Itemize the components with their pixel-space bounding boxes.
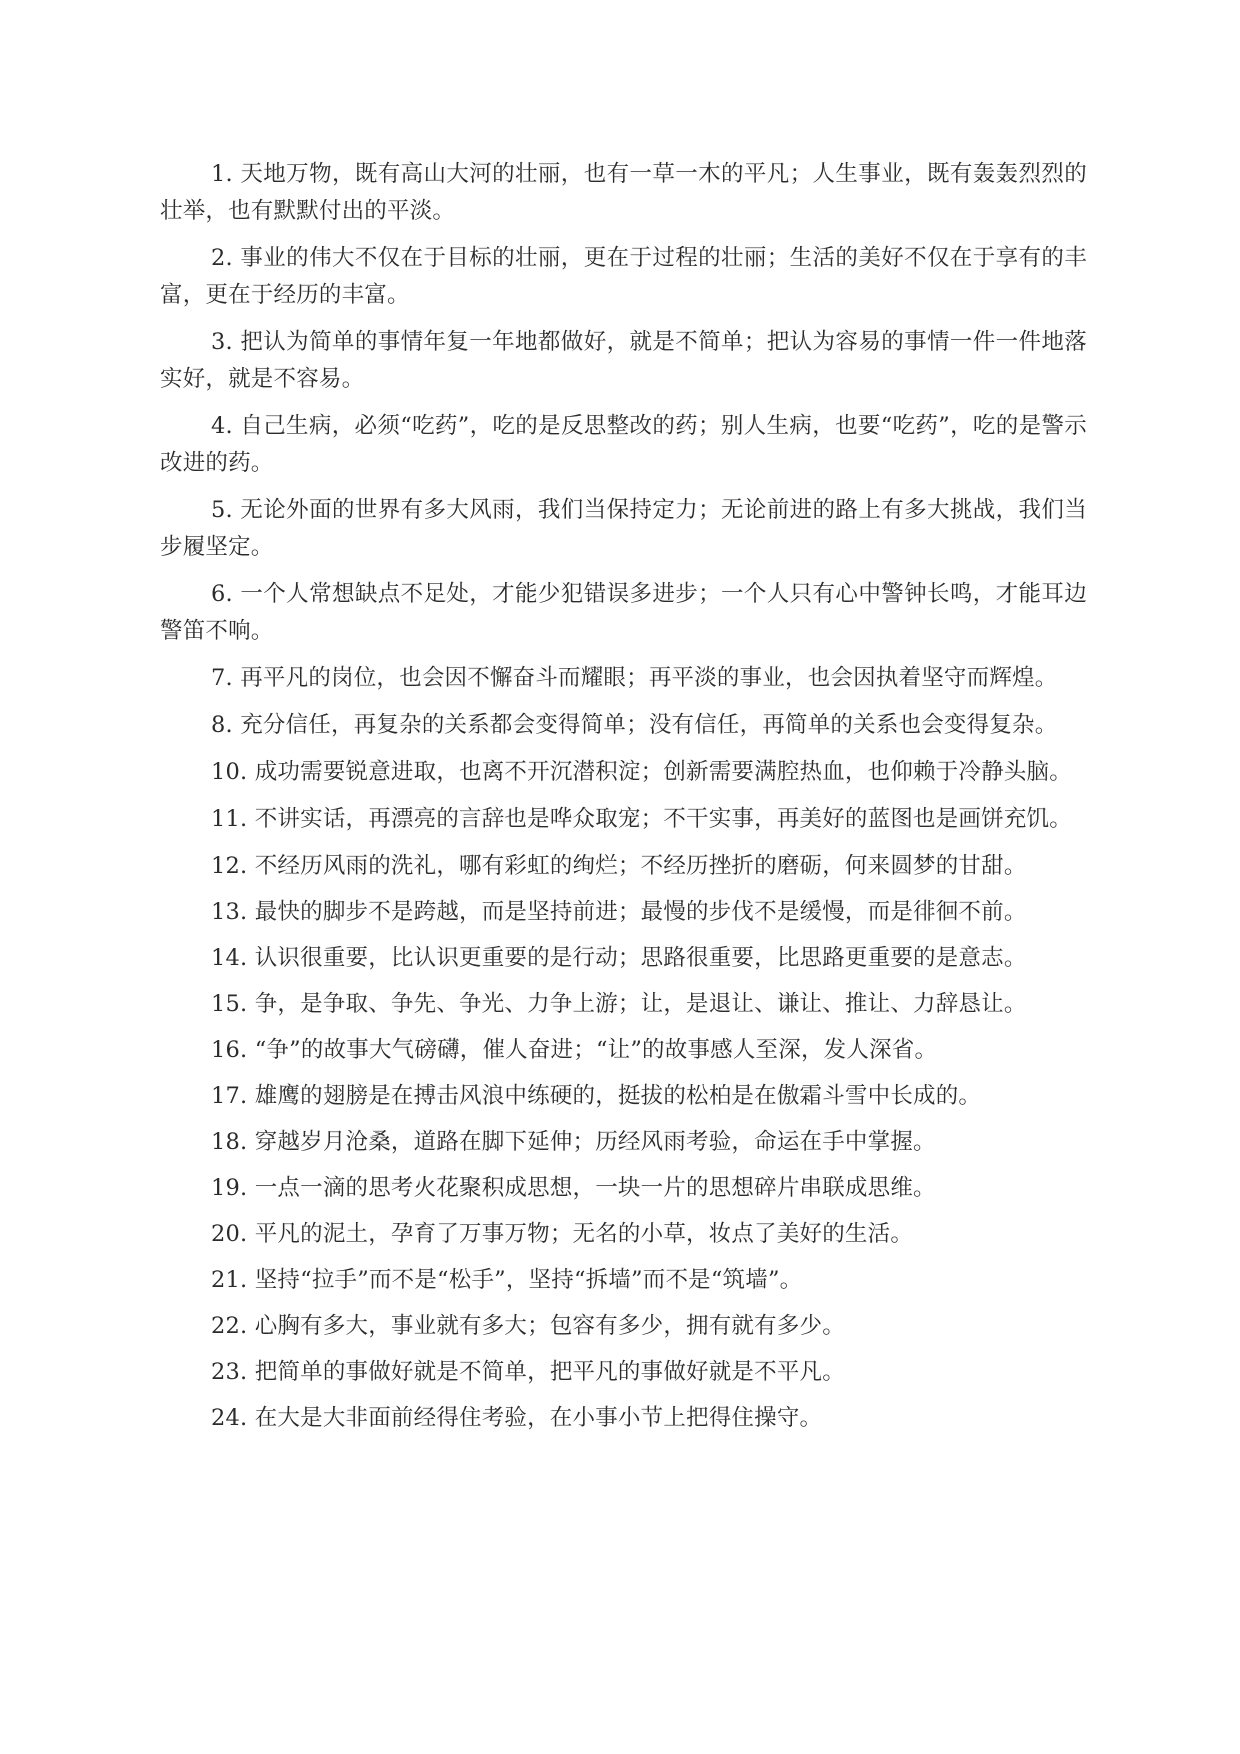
document-body: [160, 156, 1087, 1446]
list-item: 14. 认识很重要，比认识更重要的是行动；思路很重要，比思路更重要的是意志。: [211, 945, 1027, 971]
list-item: 23. 把简单的事做好就是不简单，把平凡的事做好就是不平凡。: [211, 1359, 845, 1385]
list-item: 10. 成功需要锐意进取，也离不开沉潜积淀；创新需要满腔热血，也仰赖于冷静头脑。: [211, 759, 1072, 785]
list-item: 19. 一点一滴的思考火花聚积成思想，一块一片的思想碎片串联成思维。: [211, 1175, 936, 1201]
list-item: 18. 穿越岁月沧桑，道路在脚下延伸；历经风雨考验，命运在手中掌握。: [211, 1129, 936, 1155]
list-item: 12. 不经历风雨的洗礼，哪有彩虹的绚烂；不经历挫折的磨砺，何来圆梦的甘甜。: [211, 853, 1027, 879]
list-item: 24. 在大是大非面前经得住考验，在小事小节上把得住操守。: [211, 1405, 823, 1431]
list-item: 17. 雄鹰的翅膀是在搏击风浪中练硬的，挺拔的松柏是在傲霜斗雪中长成的。: [211, 1083, 982, 1109]
list-item: 3. 把认为简单的事情年复一年地都做好，就是不简单；把认为容易的事情一件一件地落实好，就是不容易。: [160, 329, 1087, 392]
list-item: 5. 无论外面的世界有多大风雨，我们当保持定力；无论前进的路上有多大挑战，我们当步履坚定。: [160, 497, 1087, 560]
list-item: 4. 自己生病，必须“吃药”，吃的是反思整改的药；别人生病，也要“吃药”，吃的是警示改进的药。: [160, 413, 1087, 476]
list-item: 6. 一个人常想缺点不足处，才能少犯错误多进步；一个人只有心中警钟长鸣，才能耳边警笛不响。: [160, 581, 1087, 644]
list-item: 16. “争”的故事大气磅礴，催人奋进；“让”的故事感人至深，发人深省。: [211, 1037, 938, 1063]
list-item: 1. 天地万物，既有高山大河的壮丽，也有一草一木的平凡；人生事业，既有轰轰烈烈的壮举，也有默默付出的平淡。: [160, 161, 1087, 224]
list-item: 22. 心胸有多大，事业就有多大；包容有多少，拥有就有多少。: [211, 1313, 845, 1339]
list-item: 20. 平凡的泥土，孕育了万事万物；无名的小草，妆点了美好的生活。: [211, 1221, 914, 1247]
list-item: 2. 事业的伟大不仅在于目标的壮丽，更在于过程的壮丽；生活的美好不仅在于享有的丰富，更在于经历的丰富。: [160, 245, 1087, 308]
list-item: 15. 争，是争取、争先、争光、力争上游；让，是退让、谦让、推让、力辞恳让。: [211, 991, 1027, 1017]
list-item: 11. 不讲实话，再漂亮的言辞也是哗众取宠；不干实事，再美好的蓝图也是画饼充饥。: [211, 806, 1072, 832]
list-item: 8. 充分信任，再复杂的关系都会变得简单；没有信任，再简单的关系也会变得复杂。: [211, 712, 1058, 738]
list-item: 13. 最快的脚步不是跨越，而是坚持前进；最慢的步伐不是缓慢，而是徘徊不前。: [211, 899, 1027, 925]
list-item: 7. 再平凡的岗位，也会因不懈奋斗而耀眼；再平淡的事业，也会因执着坚守而辉煌。: [211, 665, 1058, 691]
list-item: 21. 坚持“拉手”而不是“松手”，坚持“拆墙”而不是“筑墙”。: [211, 1267, 803, 1293]
